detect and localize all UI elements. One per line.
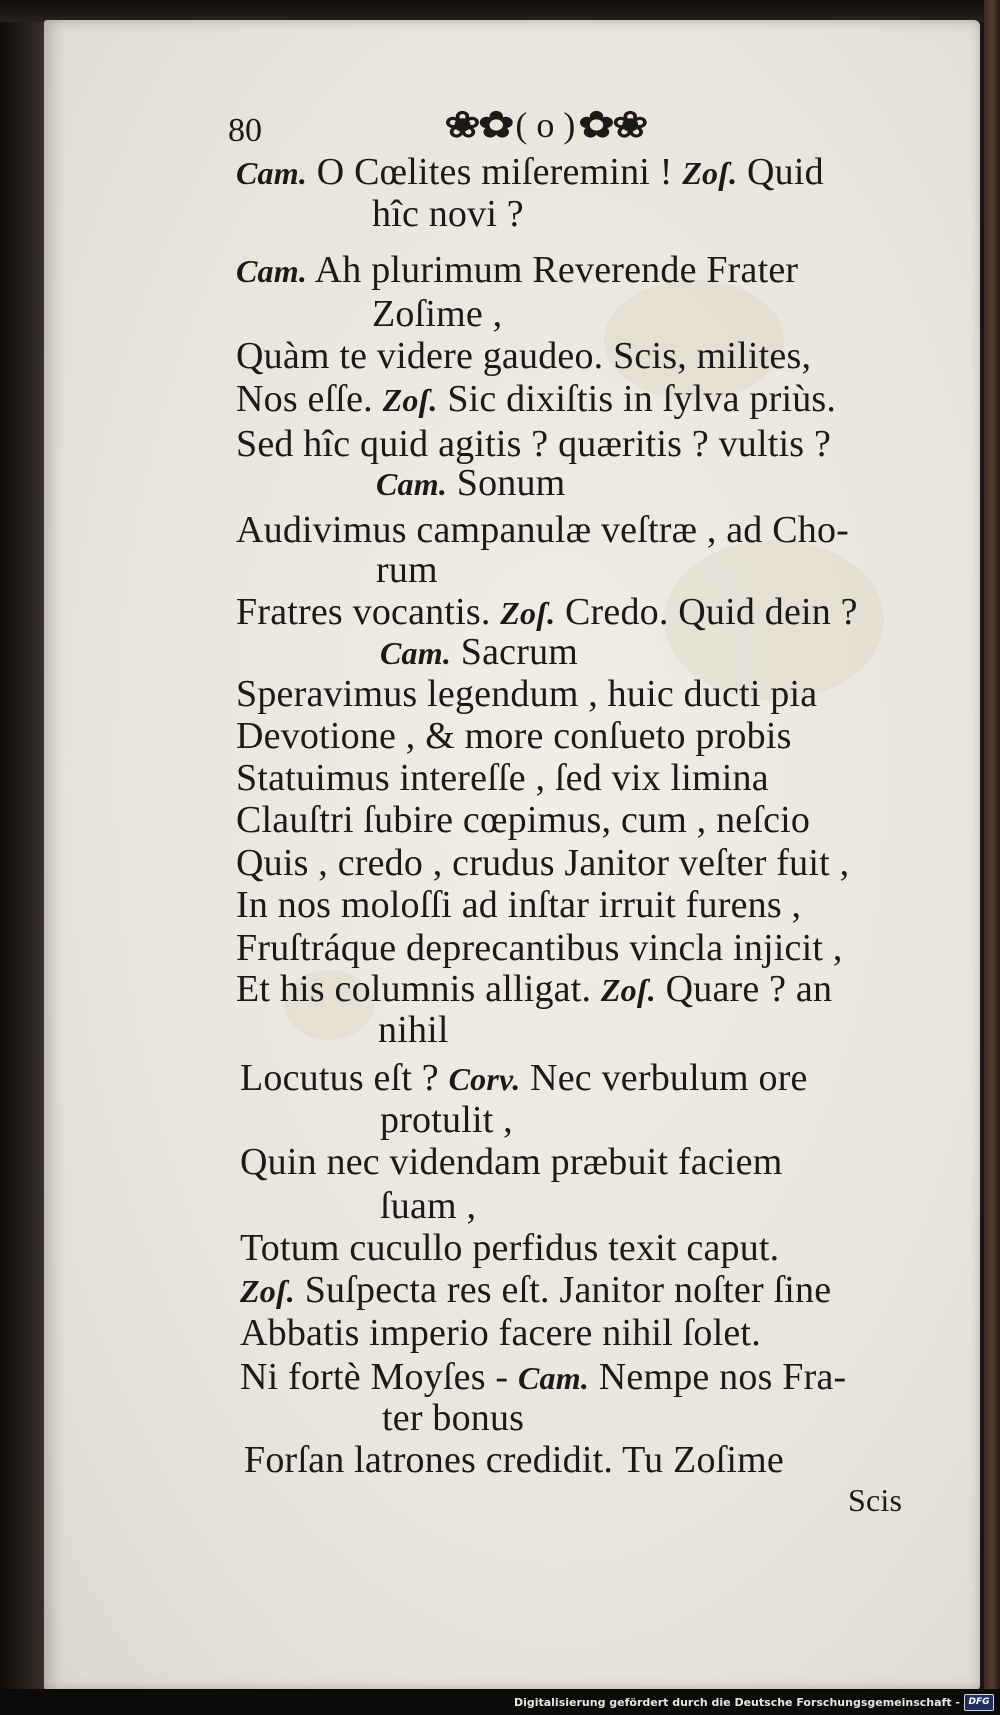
line-text: Suſpecta res eſt. Janitor noſter ſine: [304, 1269, 832, 1311]
text-line: [240, 1357, 846, 1398]
line-text: In nos moloſſi ad inſtar irruit furens ,: [236, 884, 802, 926]
ornament-right-icon: ✿❀: [578, 105, 647, 145]
speaker-label: Zoſ.: [600, 972, 656, 1008]
text-line: [240, 1228, 779, 1268]
speaker-label: Cam.: [236, 253, 308, 289]
header-ornament: [444, 104, 647, 146]
text-line: [236, 758, 769, 798]
book-cover-left-edge: [0, 0, 44, 1715]
speaker-label: Zoſ.: [240, 1273, 296, 1309]
line-text: Et his columnis alligat.: [236, 968, 592, 1010]
line-text: Sed hîc quid agitis ? quæritis ? vultis ?: [236, 423, 832, 465]
line-text: Audivimus campanulæ veſtræ , ad Cho-: [236, 509, 850, 551]
line-text: Forſan latrones credidit. Tu Zoſime: [244, 1439, 785, 1481]
catchword: Scis: [848, 1482, 903, 1518]
line-text: ſuam ,: [380, 1185, 477, 1227]
line-text: Nempe nos Fra-: [598, 1356, 847, 1398]
text-line: [240, 1058, 808, 1099]
text-line: [240, 1313, 761, 1353]
line-text: Totum cucullo perfidus texit caput.: [240, 1227, 780, 1269]
text-line: [372, 294, 502, 334]
line-text: Quid: [747, 151, 824, 193]
speaker-label: Zoſ.: [382, 382, 438, 418]
speaker-label: Zoſ.: [500, 595, 556, 631]
speaker-label: Zoſ.: [682, 155, 738, 191]
text-line: [236, 928, 843, 968]
line-text: Sonum: [456, 462, 566, 504]
text-line: [382, 1398, 524, 1438]
line-text: hîc novi ?: [372, 193, 524, 235]
line-text: Clauſtri ſubire cœpimus, cum , neſcio: [236, 799, 811, 841]
line-text: Locutus eſt ?: [240, 1057, 439, 1099]
line-text: Credo. Quid dein ?: [564, 591, 858, 633]
speaker-label: Cam.: [380, 635, 452, 671]
text-line: [236, 800, 810, 840]
text-line: [236, 674, 817, 714]
text-line: [376, 463, 565, 504]
line-text: Quin nec videndam præbuit faciem: [240, 1141, 783, 1183]
book-cover-right-edge: [984, 0, 1000, 1715]
line-text: Fruſtráque deprecantibus vincla injicit ,: [236, 927, 843, 969]
speaker-label: Cam.: [376, 466, 448, 502]
text-line: [380, 1186, 476, 1226]
text-line: [236, 424, 831, 464]
line-text: Nos eſſe.: [236, 378, 373, 420]
text-line: [236, 843, 849, 883]
line-text: Speravimus legendum , huic ducti pia: [236, 673, 818, 715]
text-line: [380, 1100, 513, 1140]
speaker-label: Cam.: [518, 1360, 590, 1396]
text-line: [236, 510, 849, 550]
text-line: [244, 1440, 784, 1480]
line-text: rum: [376, 549, 438, 591]
text-line: [236, 592, 858, 633]
book-cover-top-edge: [0, 0, 1000, 22]
dfg-logo-icon: DFG: [964, 1694, 994, 1711]
line-text: nihil: [378, 1009, 449, 1051]
ornament-left-icon: ❀✿: [444, 105, 512, 145]
line-text: O Cœlites miſeremini !: [316, 151, 673, 193]
text-line: [376, 550, 438, 590]
line-text: Nec verbulum ore: [530, 1057, 808, 1099]
text-line: [236, 885, 801, 925]
text-line: [236, 379, 836, 420]
speaker-label: Cam.: [236, 155, 308, 191]
line-text: ter bonus: [382, 1397, 525, 1439]
line-text: Quàm te videre gaudeo. Scis, milites,: [236, 335, 812, 377]
page-header: [0, 104, 1000, 154]
text-line: [378, 1010, 449, 1050]
text-line: [236, 250, 798, 291]
line-text: Sacrum: [460, 631, 579, 673]
line-text: Statuimus intereſſe , ſed vix limina: [236, 757, 769, 799]
line-text: protulit ,: [380, 1099, 513, 1141]
text-line: [240, 1270, 831, 1311]
line-text: Quare ? an: [665, 968, 833, 1010]
footer-credit-text: Digitalisierung gefördert durch die Deutsche Forschungsgemeinschaft -: [513, 1696, 960, 1709]
text-line: [372, 194, 524, 234]
header-paren: ( o ): [515, 105, 576, 145]
line-text: Abbatis imperio facere nihil ſolet.: [240, 1312, 761, 1354]
text-line: [236, 716, 792, 756]
digitization-footer: [0, 1689, 1000, 1715]
text-line: [240, 1142, 782, 1182]
line-text: Ni fortè Moyſes -: [240, 1356, 509, 1398]
text-line: [236, 969, 832, 1010]
line-text: Ah plurimum Reverende Frater: [314, 249, 799, 291]
text-line: [380, 632, 578, 673]
text-line: [236, 152, 824, 193]
text-line: [236, 336, 811, 376]
line-text: Zoſime ,: [372, 293, 503, 335]
line-text: Devotione , & more conſueto probis: [236, 715, 792, 757]
speaker-label: Corv.: [448, 1061, 521, 1097]
line-text: Quis , credo , crudus Janitor veſter fuit ,: [236, 842, 850, 884]
line-text: Sic dixiſtis in ſylva priùs.: [447, 378, 837, 420]
page-number: 80: [228, 112, 262, 149]
line-text: Fratres vocantis.: [236, 591, 491, 633]
